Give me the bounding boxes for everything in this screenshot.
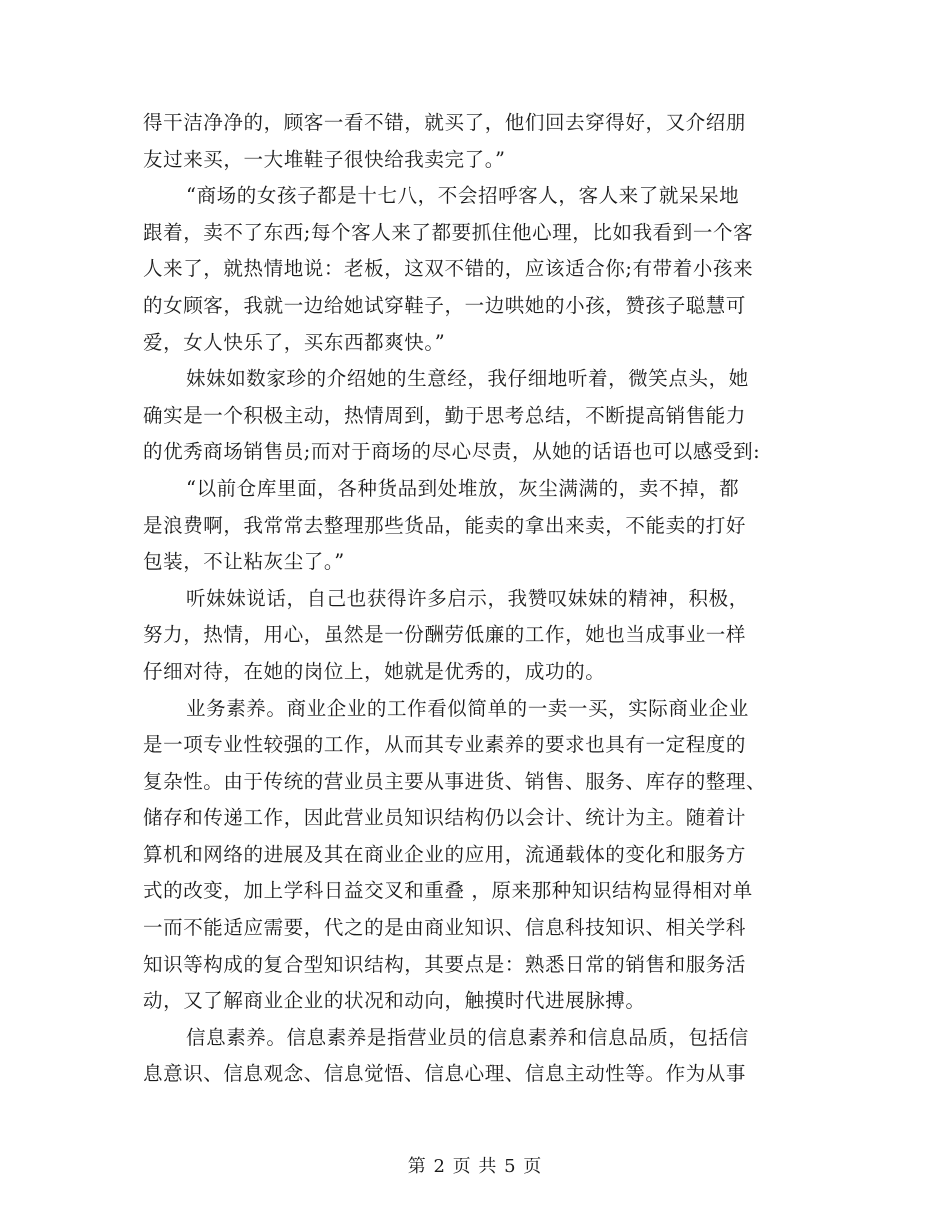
- text-line: 努力，热情，用心，虽然是一份酬劳低廉的工作，她也当成事业一样: [143, 623, 747, 647]
- text-line: 的女顾客，我就一边给她试穿鞋子，一边哄她的小孩，赞孩子聪慧可: [143, 293, 747, 317]
- text-line: 爱，女人快乐了，买东西都爽快。”: [143, 330, 446, 354]
- text-line: 友过来买，一大堆鞋子很快给我卖完了。”: [143, 147, 506, 171]
- body-text: [143, 105, 803, 1093]
- text-line: 动，又了解商业企业的状况和动向，触摸时代进展脉搏。: [143, 989, 646, 1013]
- text-line: 确实是一个积极主动，热情周到，勤于思考总结，不断提高销售能力: [143, 403, 747, 427]
- text-line: 是浪费啊，我常常去整理那些货品，能卖的拿出来卖，不能卖的打好: [143, 513, 747, 537]
- paragraph-start-line: 听妹妹说话，自己也获得许多启示，我赞叹妹妹的精神，积极，: [186, 586, 749, 610]
- text-line: 算机和网络的进展及其在商业企业的应用，流通载体的变化和服务方: [143, 842, 747, 866]
- text-line: 的优秀商场销售员;而对于商场的尽心尽责，从她的话语也可以感受到:: [143, 440, 761, 464]
- text-line: 仔细对待，在她的岗位上，她就是优秀的，成功的。: [143, 659, 606, 683]
- text-line: 跟着，卖不了东西;每个客人来了都要抓住他心理，比如我看到一个客: [143, 220, 754, 244]
- text-line: 复杂性。由于传统的营业员主要从事进货、销售、服务、库存的整理、: [143, 769, 767, 793]
- paragraph-start-line: 妹妹如数家珍的介绍她的生意经，我仔细地听着，微笑点头，她: [186, 367, 749, 391]
- paragraph-start-line: “商场的女孩子都是十七八，不会招呼客人，客人来了就呆呆地: [186, 184, 740, 208]
- text-line: 得干洁净净的，顾客一看不错，就买了，他们回去穿得好，又介绍朋: [143, 111, 747, 134]
- text-line: 包装，不让粘灰尘了。”: [143, 550, 345, 574]
- text-line: 一而不能适应需要，代之的是由商业知识、信息科技知识、相关学科: [143, 916, 747, 940]
- paragraph-start-line: 业务素养。商业企业的工作看似简单的一卖一买，实际商业企业: [186, 696, 749, 720]
- paragraph-start-line: 信息素养。信息素养是指营业员的信息素养和信息品质，包括信: [186, 1025, 749, 1049]
- text-line: 式的改变，加上学科日益交叉和重叠 ，原来那种知识结构显得相对单: [143, 879, 753, 903]
- text-line: 知识等构成的复合型知识结构，其要点是：熟悉日常的销售和服务活: [143, 952, 747, 976]
- text-line: 人来了，就热情地说：老板，这双不错的，应该适合你;有带着小孩来: [143, 257, 754, 281]
- page-number-footer: 第 2 页 共 5 页: [407, 1156, 543, 1177]
- text-line: 储存和传递工作，因此营业员知识结构仍以会计、统计为主。随着计: [143, 806, 747, 830]
- paragraph-start-line: “以前仓库里面，各种货品到处堆放，灰尘满满的，卖不掉，都: [186, 476, 740, 500]
- text-line: 是一项专业性较强的工作，从而其专业素养的要求也具有一定程度的: [143, 733, 747, 757]
- text-line: 息意识、信息观念、信息觉悟、信息心理、信息主动性等。作为从事: [143, 1062, 747, 1086]
